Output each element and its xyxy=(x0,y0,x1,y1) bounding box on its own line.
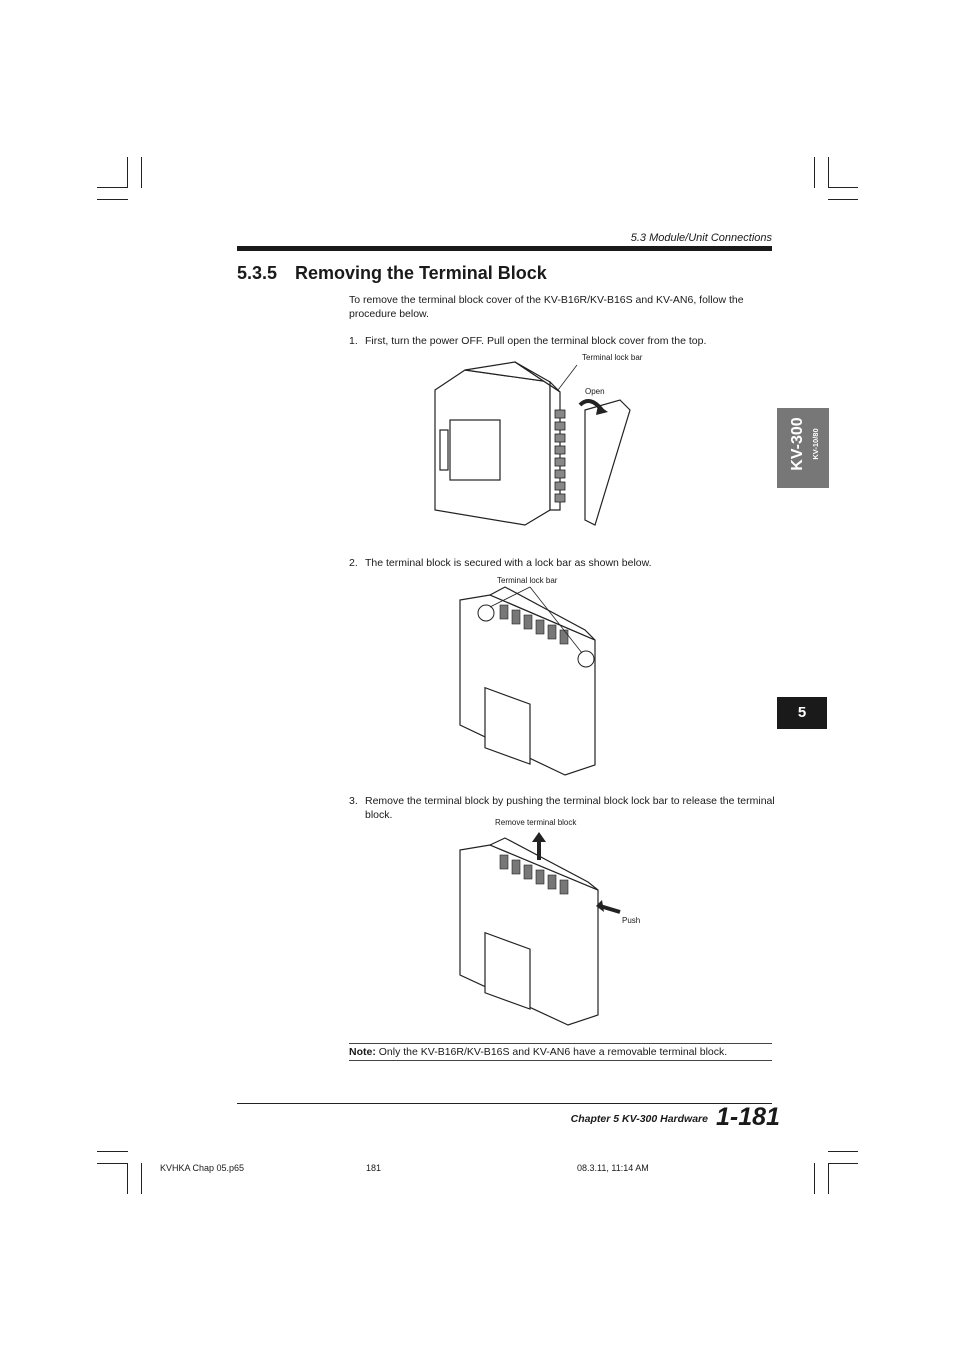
figure-lock-bar xyxy=(450,585,600,780)
crop-mark xyxy=(828,199,858,200)
step-text: First, turn the power OFF. Pull open the terminal block cover from the top. xyxy=(365,335,707,347)
crop-mark xyxy=(814,1163,815,1194)
chapter-tab: 5 xyxy=(777,697,827,729)
label-push: Push xyxy=(622,916,641,925)
label-terminal-lock-bar: Terminal lock bar xyxy=(497,576,558,585)
crop-mark xyxy=(127,1163,128,1194)
figure-open-cover xyxy=(430,360,650,530)
side-tab-kv300 xyxy=(777,408,829,488)
section-number: 5.3.5 xyxy=(237,263,278,283)
step-text: Remove the terminal block by pushing the terminal block lock bar to release the terminal block. xyxy=(365,795,775,821)
crop-mark xyxy=(814,157,815,188)
crop-mark xyxy=(828,1163,858,1164)
label-remove-terminal-block: Remove terminal block xyxy=(495,818,577,827)
step-number: 2. xyxy=(349,557,358,569)
note-rule-top xyxy=(349,1043,772,1044)
step-number: 1. xyxy=(349,335,358,347)
page-number: 1-181 xyxy=(716,1103,780,1131)
crop-mark xyxy=(127,157,128,188)
crop-mark xyxy=(828,1163,829,1194)
section-title xyxy=(237,263,547,284)
step-text: The terminal block is secured with a lock bar as shown below. xyxy=(365,557,652,569)
crop-mark xyxy=(828,157,829,188)
crop-mark xyxy=(828,187,858,188)
crop-mark xyxy=(97,199,128,200)
intro-paragraph: To remove the terminal block cover of the KV-B16R/KV-B16S and KV-AN6, follow the procedure below. xyxy=(349,294,744,320)
running-head: 5.3 Module/Unit Connections xyxy=(630,232,772,244)
note-label: Note: xyxy=(349,1046,376,1058)
figure-remove-terminal-block xyxy=(450,830,625,1030)
section-heading: Removing the Terminal Block xyxy=(295,263,547,283)
side-tab-subtitle: KV-10/80 xyxy=(811,428,820,460)
crop-mark xyxy=(97,1151,128,1152)
step-number: 3. xyxy=(349,795,358,807)
note xyxy=(349,1046,727,1058)
slug-file: KVHKA Chap 05.p65 xyxy=(160,1163,245,1173)
slug-date: 08.3.11, 11:14 AM xyxy=(577,1163,649,1173)
footer-rule xyxy=(237,1103,772,1104)
crop-mark xyxy=(141,1163,142,1194)
crop-mark xyxy=(97,187,128,188)
crop-mark xyxy=(828,1151,858,1152)
side-tab-title: KV-300 xyxy=(789,417,806,471)
footer-chapter: Chapter 5 KV-300 Hardware xyxy=(570,1113,708,1125)
note-rule-bottom xyxy=(349,1060,772,1061)
note-text: Only the KV-B16R/KV-B16S and KV-AN6 have a removable terminal block. xyxy=(375,1046,728,1058)
label-open: Open xyxy=(585,387,605,396)
label-terminal-lock-bar: Terminal lock bar xyxy=(582,353,643,362)
header-rule xyxy=(237,246,772,251)
slug-page: 181 xyxy=(366,1163,382,1173)
crop-mark xyxy=(141,157,142,188)
crop-mark xyxy=(97,1163,128,1164)
